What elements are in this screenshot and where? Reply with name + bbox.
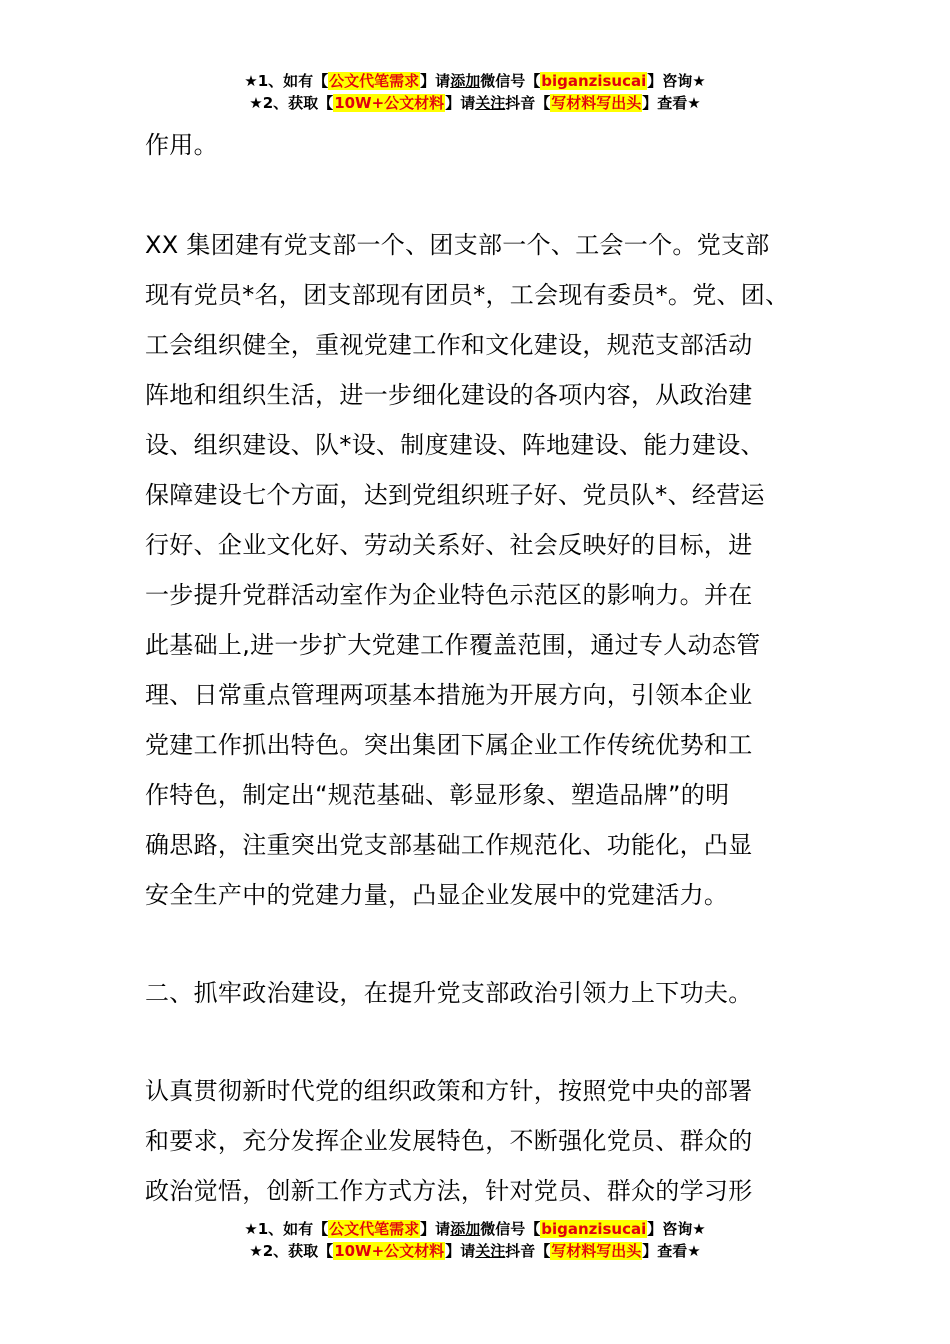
paragraph-line: 安全生产中的党建力量，凸显企业发展中的党建活力。 <box>145 881 729 909</box>
footer-line-1-mid2: 微信号【 <box>480 1220 541 1238</box>
paragraph-line: 此基础上,进一步扩大党建工作覆盖范围，通过专人动态管 <box>145 631 761 659</box>
paragraph-group-overview <box>145 220 810 920</box>
footer-line-1-highlight-service: 公文代笔需求 <box>329 1220 420 1238</box>
footer-line-1-highlight-wechat: biganzisucai <box>541 1220 647 1238</box>
banner-line-2 <box>0 92 950 114</box>
footer-line-2-suffix: 】查看★ <box>642 1242 701 1260</box>
banner-line-1-mid: 】请 <box>420 72 451 90</box>
paragraph-ending: 作用。 <box>145 131 218 159</box>
paragraph-line: 设、组织建设、队*设、制度建设、阵地建设、能力建设、 <box>145 431 765 459</box>
footer-line-1-underline: 添加 <box>450 1220 481 1238</box>
footer-banner-line-1 <box>0 1218 950 1240</box>
footer-line-2-highlight-materials: 10W+公文材料 <box>334 1242 445 1260</box>
header-banner <box>0 70 950 114</box>
banner-line-1-prefix: ★1、如有【 <box>244 72 329 90</box>
paragraph-political-building <box>145 1066 810 1216</box>
paragraph-line: 现有党员*名，团支部现有团员*，工会现有委员*。党、团、 <box>145 281 790 309</box>
banner-line-2-suffix: 】查看★ <box>642 94 701 112</box>
paragraph-line: 阵地和组织生活，进一步细化建设的各项内容，从政治建 <box>145 381 753 409</box>
banner-line-2-mid: 】请 <box>445 94 476 112</box>
banner-line-2-underline: 关注 <box>475 94 506 112</box>
banner-line-1 <box>0 70 950 92</box>
paragraph-line: 工会组织健全，重视党建工作和文化建设，规范支部活动 <box>145 331 753 359</box>
footer-line-1-suffix: 】咨询★ <box>647 1220 706 1238</box>
banner-line-1-highlight-wechat: biganzisucai <box>541 72 647 90</box>
paragraph-line: 保障建设七个方面，达到党组织班子好、党员队*、经营运 <box>145 481 765 509</box>
paragraph-line: 行好、企业文化好、劳动关系好、社会反映好的目标，进 <box>145 531 753 559</box>
footer-line-1-prefix: ★1、如有【 <box>244 1220 329 1238</box>
paragraph-line: XX 集团建有党支部一个、团支部一个、工会一个。党支部 <box>145 231 770 259</box>
footer-line-2-mid2: 抖音【 <box>505 1242 551 1260</box>
section-heading-text: 二、抓牢政治建设，在提升党支部政治引领力上下功夫。 <box>145 979 753 1007</box>
banner-line-1-underline: 添加 <box>450 72 481 90</box>
banner-line-2-prefix: ★2、获取【 <box>249 94 334 112</box>
footer-line-2-mid: 】请 <box>445 1242 476 1260</box>
banner-line-1-suffix: 】咨询★ <box>647 72 706 90</box>
document-body <box>145 120 810 170</box>
footer-line-1-mid: 】请 <box>420 1220 451 1238</box>
paragraph-line: 政治觉悟，创新工作方式方法，针对党员、群众的学习形 <box>145 1177 753 1205</box>
paragraph-line: 认真贯彻新时代党的组织政策和方针，按照党中央的部署 <box>145 1077 753 1105</box>
footer-banner-line-2 <box>0 1240 950 1262</box>
section-heading <box>145 968 810 1018</box>
banner-line-2-highlight-materials: 10W+公文材料 <box>334 94 445 112</box>
footer-line-2-highlight-douyin: 写材料写出头 <box>551 1242 642 1260</box>
banner-line-2-highlight-douyin: 写材料写出头 <box>551 94 642 112</box>
footer-line-2-underline: 关注 <box>475 1242 506 1260</box>
paragraph-line: 一步提升党群活动室作为企业特色示范区的影响力。并在 <box>145 581 753 609</box>
banner-line-2-mid2: 抖音【 <box>505 94 551 112</box>
paragraph-line: 确思路，注重突出党支部基础工作规范化、功能化，凸显 <box>145 831 753 859</box>
paragraph-line: 和要求，充分发挥企业发展特色，不断强化党员、群众的 <box>145 1127 753 1155</box>
banner-line-1-mid2: 微信号【 <box>480 72 541 90</box>
footer-banner <box>0 1218 950 1262</box>
banner-line-1-highlight-service: 公文代笔需求 <box>329 72 420 90</box>
paragraph-line: 作特色，制定出“规范基础、彰显形象、塑造品牌”的明 <box>145 781 730 809</box>
paragraph-line: 党建工作抓出特色。突出集团下属企业工作传统优势和工 <box>145 731 753 759</box>
footer-line-2-prefix: ★2、获取【 <box>249 1242 334 1260</box>
paragraph-line: 理、日常重点管理两项基本措施为开展方向，引领本企业 <box>145 681 753 709</box>
